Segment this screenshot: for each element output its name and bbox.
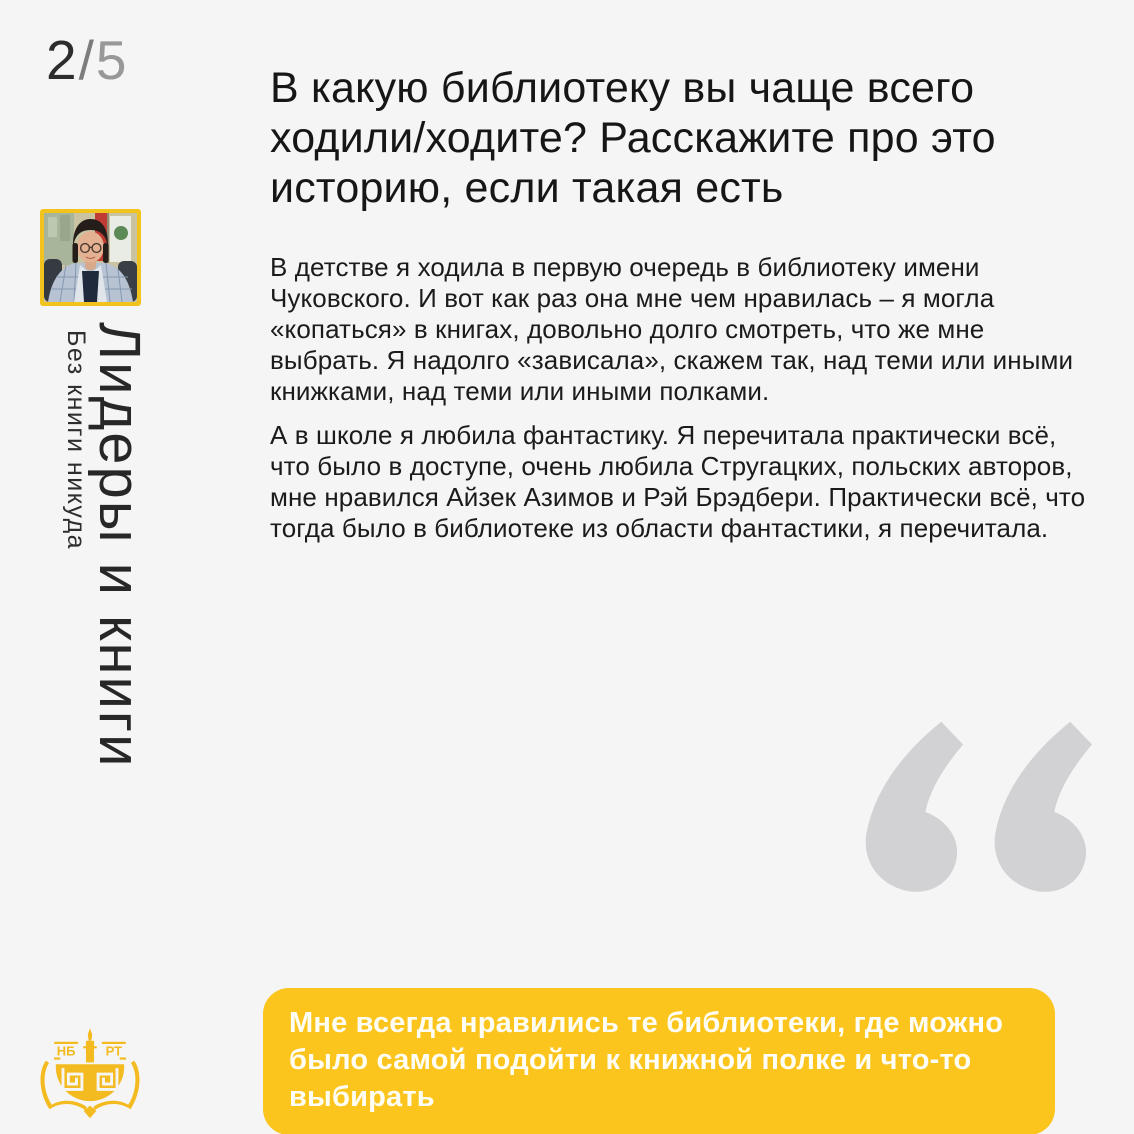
quote-marks-icon xyxy=(856,712,1094,908)
page-indicator-current: 2 xyxy=(46,29,79,91)
page-indicator xyxy=(46,30,128,91)
answer-paragraph: В детстве я ходила в первую очередь в библиотеку имени Чуковского. И вот как раз она мне чем нравилась – я могла «копаться» в книгах, довольно долго смотреть, что же мне выбрать. Я надолго «зависала», скажем так, над теми или иными книжками, над теми или иными полками. xyxy=(270,252,1074,406)
answer-text xyxy=(270,252,1092,557)
series-title-vertical: Лидеры и книги xyxy=(87,322,152,769)
answer-paragraph: А в школе я любила фантастику. Я перечитала практически всё, что было в доступе, очень любила Стругацких, польских авторов, мне нравился Айзек Азимов и Рэй Брэдбери. Практически всё, что тогда было в библиотеке из области фантастики, я перечитала. xyxy=(270,420,1086,543)
library-emblem-icon xyxy=(36,1028,144,1122)
speaker-photo xyxy=(40,209,141,306)
highlight-quote-box xyxy=(263,988,1055,1134)
page-indicator-total: 5 xyxy=(95,29,129,91)
logo-left-letters: НБ xyxy=(56,1043,76,1059)
highlight-quote-text: Мне всегда нравились те библиотеки, где можно было самой подойти к книжной полке и что-то выбирать xyxy=(289,1007,1004,1113)
question-title: В какую библиотеку вы чаще всего ходили/ходите? Расскажите про это историю, если такая есть xyxy=(270,63,996,212)
woman-portrait-photo xyxy=(44,213,137,302)
page-indicator-separator: / xyxy=(78,29,96,91)
series-subtitle-vertical: Без книги никуда xyxy=(62,330,90,551)
logo-right-letters: РТ xyxy=(105,1043,123,1059)
